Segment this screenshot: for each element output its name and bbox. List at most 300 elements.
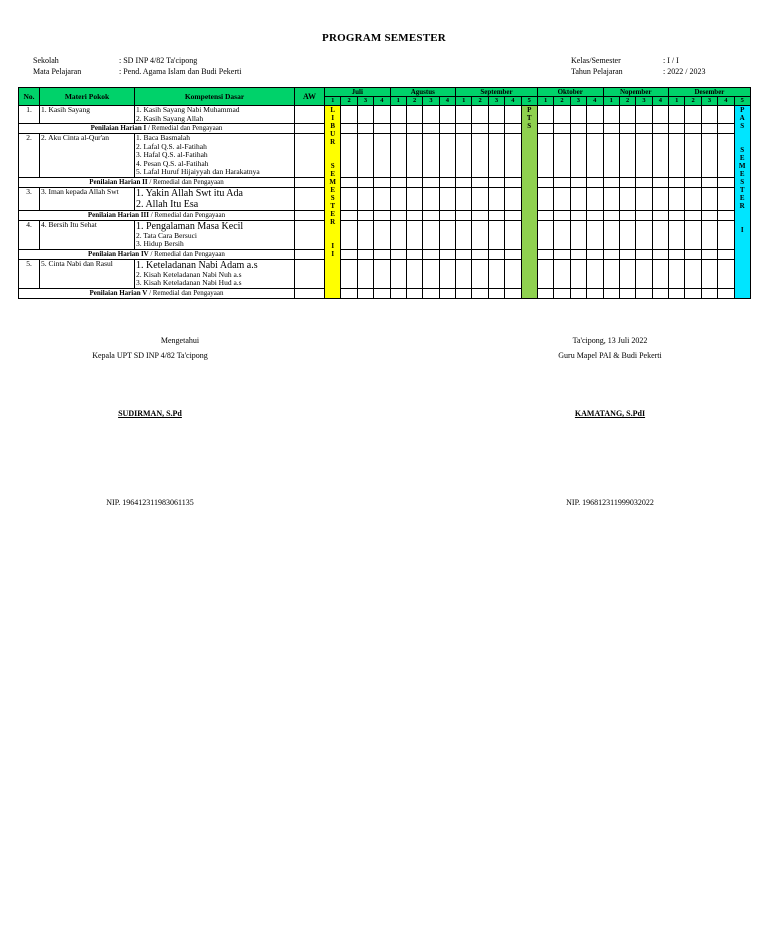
principal-nip: NIP. 196412311983061135 [106,498,194,507]
table-row [19,220,751,249]
week-cell [636,220,652,249]
materi-pokok: 5. Cinta Nabi dan Rasul [40,259,135,288]
week-cell [341,177,357,187]
week-cell [587,187,603,210]
week-cell [472,210,488,220]
week-cell [701,187,717,210]
aw-cell [295,220,325,249]
week-cell [603,177,619,187]
week-cell [554,220,570,249]
week-cell [439,249,455,259]
week-cell [439,187,455,210]
week-cell [587,259,603,288]
week-cell [701,134,717,178]
week-cell [505,220,521,249]
week-cell [570,220,586,249]
row-number: 3. [19,187,40,210]
week-cell [357,249,373,259]
week-cell [472,187,488,210]
week-cell [505,106,521,124]
week-cell [570,124,586,134]
week-cell [472,177,488,187]
aw-cell [295,106,325,124]
header-aw: AW [295,88,325,106]
header-no: No. [19,88,40,106]
row-number: 4. [19,220,40,249]
class-label: Kelas/Semester [571,56,621,65]
year-value: : 2022 / 2023 [663,67,706,76]
week-cell [537,177,553,187]
subject-value: : Pend. Agama Islam dan Budi Pekerti [119,67,242,76]
week-cell [636,249,652,259]
libur-semester-ii-column: L I B U R S E M E S T E R I I [325,106,341,299]
assessment-remedial: / Remedial dan Pengayaan [148,210,226,219]
week-cell [669,249,685,259]
week-cell [406,177,422,187]
week-cell [537,259,553,288]
week-cell [685,288,701,298]
week-cell [488,220,504,249]
week-cell [718,220,734,249]
week-cell [537,288,553,298]
week-cell [357,210,373,220]
week-cell [554,187,570,210]
week-cell [439,210,455,220]
week-cell [652,249,668,259]
week-cell [439,177,455,187]
week-september-2: 2 [472,97,488,106]
kompetensi-dasar-item: 3. Hidup Bersih [136,239,184,248]
week-cell [619,288,635,298]
week-cell [570,106,586,124]
week-cell [554,249,570,259]
week-cell [488,106,504,124]
week-cell [374,124,390,134]
week-cell [406,288,422,298]
week-cell [390,134,406,178]
week-oktober-1: 1 [537,97,553,106]
week-cell [472,220,488,249]
assessment-title: Penilaian Harian V [89,288,148,297]
page-title: PROGRAM SEMESTER [322,32,446,44]
pts-column: P T S [521,106,537,299]
table-row [19,134,751,178]
week-cell [341,106,357,124]
week-cell [374,210,390,220]
week-cell [390,177,406,187]
week-cell [603,134,619,178]
month-juli: Juli [325,88,391,97]
school-label: Sekolah [33,56,59,65]
week-cell [619,220,635,249]
assessment-title: Penilaian Harian III [87,210,149,219]
week-cell [619,259,635,288]
week-cell [587,106,603,124]
kompetensi-dasar-item: 3. Hafal Q.S. al-Fatihah [136,150,208,159]
week-cell [701,177,717,187]
week-september-3: 3 [488,97,504,106]
week-cell [423,187,439,210]
week-cell [701,210,717,220]
week-cell [652,288,668,298]
week-cell [341,220,357,249]
school-value: : SD INP 4/82 Ta'cipong [119,56,198,65]
assessment-label [19,210,295,220]
week-cell [636,210,652,220]
principal-title: Kepala UPT SD INP 4/82 Ta'cipong [92,351,208,360]
week-cell [718,249,734,259]
kompetensi-dasar-list [135,187,295,210]
week-cell [652,177,668,187]
teacher-name: KAMATANG, S.PdI [574,409,646,418]
assessment-label [19,124,295,134]
week-cell [570,288,586,298]
week-cell [718,259,734,288]
kompetensi-dasar-list [135,220,295,249]
week-cell [341,288,357,298]
assessment-row [19,249,751,259]
week-cell [406,187,422,210]
week-cell [603,124,619,134]
class-value: : I / I [663,56,679,65]
month-desember: Desember [669,88,751,97]
year-label: Tahun Pelajaran [571,67,623,76]
week-oktober-3: 3 [570,97,586,106]
week-nopember-2: 2 [619,97,635,106]
aw-cell [295,288,325,298]
week-cell [439,220,455,249]
week-nopember-3: 3 [636,97,652,106]
week-cell [390,220,406,249]
week-cell [423,220,439,249]
week-cell [587,177,603,187]
week-cell [619,249,635,259]
week-cell [587,220,603,249]
week-cell [390,288,406,298]
week-cell [554,134,570,178]
week-cell [456,177,472,187]
kompetensi-dasar-item: 1. Baca Basmalah [136,133,190,142]
pas-semester-column: P A S S E M E S T E R I [734,106,750,299]
week-juli-3: 3 [357,97,373,106]
week-agustus-4: 4 [439,97,455,106]
week-cell [685,134,701,178]
week-cell [341,210,357,220]
kompetensi-dasar-item: 2. Lafal Q.S. al-Fatihah [136,141,207,151]
week-cell [570,187,586,210]
week-cell [472,134,488,178]
week-cell [505,177,521,187]
week-agustus-2: 2 [406,97,422,106]
kompetensi-dasar-item: 2. Kasih Sayang Allah [136,113,204,123]
week-cell [685,259,701,288]
week-cell [390,249,406,259]
materi-pokok: 1. Kasih Sayang [40,106,135,124]
week-oktober-2: 2 [554,97,570,106]
week-cell [505,249,521,259]
week-cell [406,249,422,259]
week-cell [406,106,422,124]
week-cell [537,210,553,220]
week-cell [587,124,603,134]
week-cell [652,187,668,210]
week-cell [472,288,488,298]
week-cell [537,187,553,210]
table-row [19,259,751,288]
week-cell [554,210,570,220]
materi-pokok: 3. Iman kepada Allah Swt [40,187,135,210]
table-row [19,106,751,124]
kompetensi-dasar-item: 5. Lafal Huruf Hijaiyyah dan Harakatnya [136,167,260,176]
week-cell [701,220,717,249]
week-cell [652,124,668,134]
week-cell [652,220,668,249]
week-cell [669,106,685,124]
week-cell [603,249,619,259]
week-cell [341,249,357,259]
teacher-title: Guru Mapel PAI & Budi Pekerti [558,351,662,360]
week-cell [636,187,652,210]
assessment-label [19,249,295,259]
row-number: 5. [19,259,40,288]
week-cell [423,177,439,187]
week-cell [669,259,685,288]
week-cell [505,210,521,220]
week-cell [374,106,390,124]
assessment-remedial: / Remedial dan Pengayaan [147,288,224,297]
week-cell [669,134,685,178]
week-cell [685,124,701,134]
week-cell [488,124,504,134]
week-cell [505,187,521,210]
week-cell [423,106,439,124]
week-cell [685,187,701,210]
week-cell [587,288,603,298]
week-cell [456,288,472,298]
week-cell [718,134,734,178]
week-september-5: 5 [521,97,537,106]
week-cell [554,106,570,124]
month-oktober: Oktober [537,88,603,97]
week-cell [636,124,652,134]
month-nopember: Nopember [603,88,669,97]
week-cell [406,210,422,220]
principal-name: SUDIRMAN, S.Pd [118,409,182,418]
week-cell [423,249,439,259]
assessment-title: Penilaian Harian II [89,177,148,186]
week-cell [488,210,504,220]
month-agustus: Agustus [390,88,456,97]
week-cell [587,210,603,220]
week-cell [374,259,390,288]
week-cell [456,187,472,210]
week-cell [488,249,504,259]
week-cell [701,249,717,259]
kompetensi-dasar-item: 2. Allah Itu Esa [136,198,199,210]
week-september-4: 4 [505,97,521,106]
week-cell [341,187,357,210]
week-cell [603,106,619,124]
week-cell [587,249,603,259]
week-cell [472,106,488,124]
week-cell [406,124,422,134]
assessment-title: Penilaian Harian I [90,124,147,132]
aw-cell [295,210,325,220]
week-cell [570,177,586,187]
week-cell [619,124,635,134]
week-cell [537,134,553,178]
kompetensi-dasar-item: 2. Kisah Keteladanan Nabi Nuh a.s [136,269,242,279]
week-desember-4: 4 [718,97,734,106]
week-cell [619,210,635,220]
week-cell [357,134,373,178]
week-cell [488,177,504,187]
week-cell [439,134,455,178]
week-cell [570,134,586,178]
week-cell [374,220,390,249]
week-cell [685,177,701,187]
materi-pokok: 2. Aku Cinta al-Qur'an [40,134,135,178]
week-cell [603,288,619,298]
week-cell [357,288,373,298]
week-cell [374,134,390,178]
week-cell [488,187,504,210]
week-cell [406,134,422,178]
kompetensi-dasar-item: 3. Kisah Keteladanan Nabi Hud a.s [136,278,242,287]
week-cell [685,220,701,249]
table-row [19,187,751,210]
week-cell [603,259,619,288]
acknowledged-label: Mengetahui [160,336,200,345]
week-cell [636,259,652,288]
week-cell [357,106,373,124]
row-number: 1. [19,106,40,124]
week-cell [537,106,553,124]
week-nopember-4: 4 [652,97,668,106]
week-cell [357,124,373,134]
week-cell [669,177,685,187]
assessment-row [19,288,751,298]
materi-pokok: 4. Bersih Itu Sehat [40,220,135,249]
month-september: September [456,88,538,97]
week-cell [374,288,390,298]
assessment-remedial: / Remedial dan Pengayaan [148,249,225,258]
week-cell [652,210,668,220]
week-cell [406,259,422,288]
week-cell [669,124,685,134]
week-cell [390,187,406,210]
kompetensi-dasar-item: 1. Pengalaman Masa Kecil [136,220,244,232]
week-cell [423,124,439,134]
week-cell [636,288,652,298]
week-cell [603,187,619,210]
week-cell [406,220,422,249]
semester-table [18,87,751,299]
week-cell [685,210,701,220]
week-desember-3: 3 [701,97,717,106]
aw-cell [295,259,325,288]
header-materi-pokok: Materi Pokok [40,88,135,106]
week-cell [603,220,619,249]
aw-cell [295,187,325,210]
week-cell [669,220,685,249]
week-cell [570,259,586,288]
week-cell [472,259,488,288]
week-cell [701,124,717,134]
subject-label: Mata Pelajaran [33,67,82,76]
week-cell [357,177,373,187]
week-agustus-1: 1 [390,97,406,106]
week-cell [390,259,406,288]
week-cell [390,124,406,134]
week-cell [390,210,406,220]
week-cell [554,288,570,298]
week-juli-2: 2 [341,97,357,106]
kompetensi-dasar-item: 1. Yakin Allah Swt itu Ada [136,187,243,199]
week-cell [619,134,635,178]
week-cell [488,134,504,178]
assessment-row [19,177,751,187]
week-cell [423,134,439,178]
week-cell [505,134,521,178]
week-cell [488,259,504,288]
week-cell [718,187,734,210]
week-cell [456,259,472,288]
header-kompetensi-dasar: Kompetensi Dasar [135,88,295,106]
week-cell [341,134,357,178]
week-cell [652,106,668,124]
week-cell [505,259,521,288]
week-cell [537,220,553,249]
week-cell [439,124,455,134]
week-cell [456,249,472,259]
week-cell [619,187,635,210]
week-cell [669,187,685,210]
week-cell [570,210,586,220]
week-cell [374,249,390,259]
week-oktober-4: 4 [587,97,603,106]
row-number: 2. [19,134,40,178]
week-cell [554,124,570,134]
week-desember-5: 5 [734,97,750,106]
week-cell [357,259,373,288]
week-cell [570,249,586,259]
week-cell [357,187,373,210]
week-cell [439,106,455,124]
week-cell [685,249,701,259]
kompetensi-dasar-list [135,259,295,288]
assessment-label [19,288,295,298]
week-cell [669,288,685,298]
week-cell [537,249,553,259]
assessment-remedial: / Remedial dan Pengayaan [147,177,224,186]
week-cell [341,124,357,134]
week-cell [456,134,472,178]
kompetensi-dasar-item: 1. Keteladanan Nabi Adam a.s [136,259,258,271]
aw-cell [295,124,325,134]
week-cell [456,220,472,249]
info-right [571,55,705,77]
kompetensi-dasar-item: 1. Kasih Sayang Nabi Muhammad [136,105,240,114]
week-agustus-3: 3 [423,97,439,106]
aw-cell [295,249,325,259]
assessment-row [19,124,751,134]
week-cell [505,288,521,298]
week-cell [652,259,668,288]
week-cell [374,177,390,187]
week-nopember-1: 1 [603,97,619,106]
week-desember-1: 1 [669,97,685,106]
